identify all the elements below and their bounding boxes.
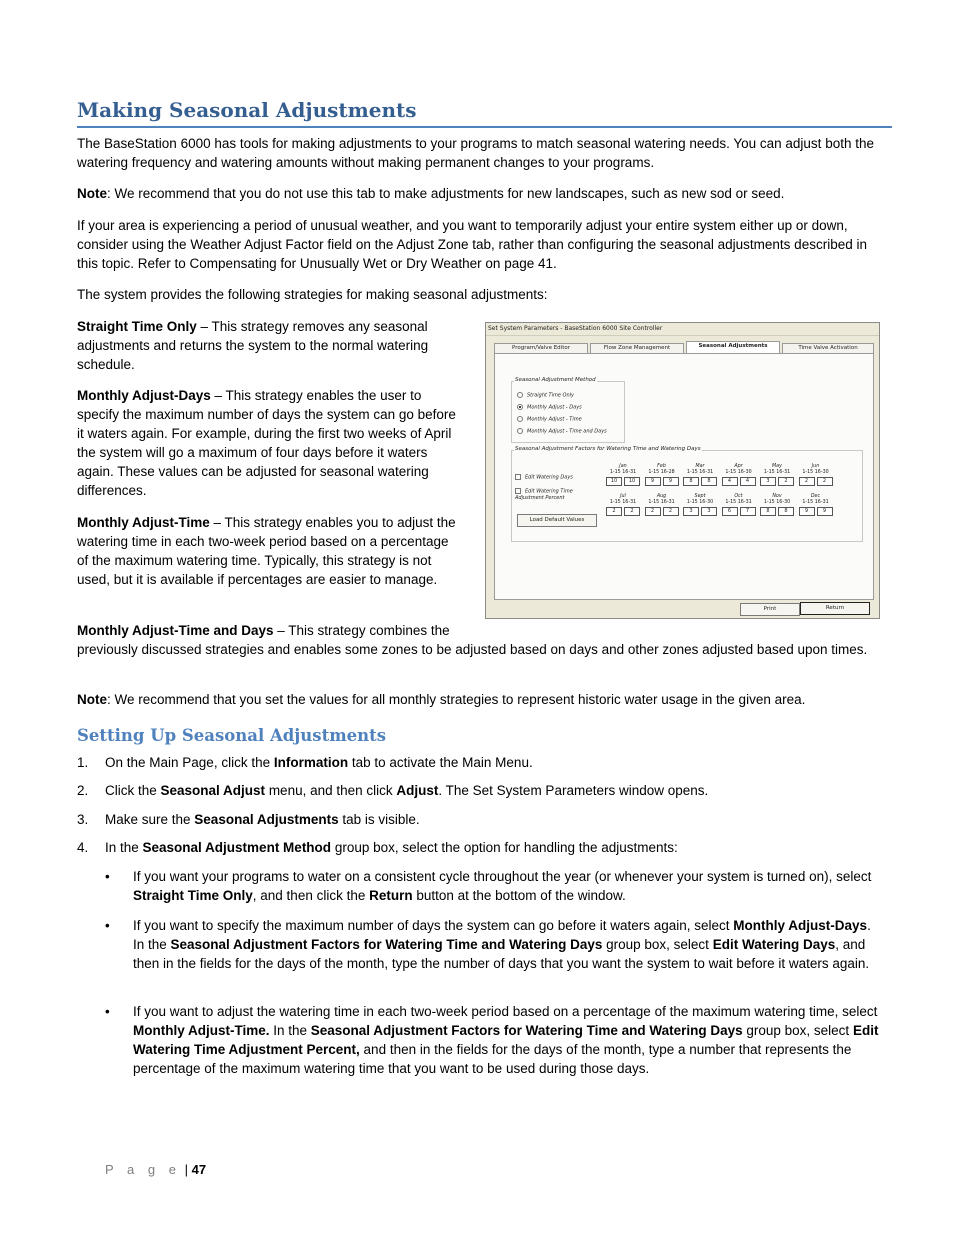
bullet-text: If you want your programs to water on a consistent cycle throughout the year (or whenever your system is turned on), select Straight Time Only, and then click the Return button at the bottom of the window. [133, 869, 872, 903]
month-name: Feb [657, 464, 666, 469]
step-text: In the Seasonal Adjustment Method group box, select the option for handling the adjustments: [105, 840, 678, 855]
strategy-desc: – This strategy combines the [273, 623, 450, 638]
checkbox-icon [515, 488, 521, 494]
settings-window-screenshot [485, 322, 880, 619]
radio-adjust-time[interactable]: Monthly Adjust - Time [517, 416, 582, 424]
edit-watering-time-checkbox[interactable]: Edit Watering Time Adjustment Percent [515, 488, 573, 501]
return-button[interactable]: Return [800, 602, 870, 615]
month-ranges: 1-15 16-31 [763, 470, 791, 475]
factor-input[interactable]: 2 [624, 507, 640, 516]
tab-program-valve-editor[interactable]: Program/Valve Editor [494, 343, 588, 353]
page-title: Making Seasonal Adjustments [77, 97, 892, 128]
month-factor-6 [605, 494, 641, 516]
tab-time-valve-activation[interactable]: Time Valve Activation [782, 343, 874, 353]
month-factor-0 [605, 464, 641, 486]
month-factor-1 [644, 464, 680, 486]
month-factor-4 [759, 464, 795, 486]
weather-paragraph: If your area is experiencing a period of unusual weather, and you want to temporarily adjust your entire system either up or down, consider using the Weather Adjust Factor field on the Adjust Zone tab, rather than configuring the seasonal adjustments described in this topic. Refer to Compensating for Unusually Wet or Dry Weather on page 41. [77, 218, 867, 271]
factor-input[interactable]: 9 [817, 507, 833, 516]
month-ranges: 1-15 16-28 [648, 470, 675, 475]
strategy-adjust-days [77, 386, 462, 500]
bullet-icon: • [105, 918, 110, 933]
radio-icon [517, 392, 523, 398]
strategy-name: Monthly Adjust-Time and Days [77, 623, 274, 638]
strategy-adjust-time [77, 513, 462, 589]
month-ranges: 1-15 16-31 [802, 500, 829, 505]
seasonal-panel [494, 353, 874, 600]
factor-input[interactable]: 2 [663, 507, 679, 516]
month-name: Sept [694, 494, 706, 499]
factor-input[interactable]: 8 [701, 477, 717, 486]
month-name: May [772, 464, 782, 469]
factor-input[interactable]: 9 [645, 477, 661, 486]
tab-bar [494, 341, 874, 353]
month-name: Jul [620, 494, 626, 499]
month-name: Jan [619, 464, 627, 469]
month-ranges: 1-15 16-30 [686, 500, 714, 505]
factor-input[interactable]: 9 [663, 477, 679, 486]
factor-input[interactable]: 6 [722, 507, 738, 516]
radio-icon [517, 428, 523, 434]
factor-input[interactable]: 2 [817, 477, 833, 486]
factor-input[interactable]: 9 [799, 507, 815, 516]
radio-straight-time[interactable]: Straight Time Only [517, 392, 574, 400]
radio-adjust-time-days[interactable]: Monthly Adjust - Time and Days [517, 428, 607, 436]
month-factor-7 [644, 494, 680, 516]
strategy-name: Monthly Adjust-Time [77, 515, 210, 530]
note-paragraph-2 [77, 690, 887, 709]
step-text: Click the Seasonal Adjust menu, and then click Adjust. The Set System Parameters window opens. [105, 783, 709, 798]
month-factor-3 [721, 464, 757, 486]
note-text: : We recommend that you set the values for all monthly strategies to represent historic water usage in the given area. [107, 692, 806, 707]
page-footer [105, 1160, 206, 1179]
factor-input[interactable]: 3 [683, 507, 699, 516]
note-label: Note [77, 186, 107, 201]
note-label: Note [77, 692, 107, 707]
page-label: P a g e [105, 1162, 181, 1177]
month-ranges: 1-15 16-31 [686, 470, 714, 475]
load-default-values-button[interactable]: Load Default Values [517, 514, 597, 527]
month-factor-2 [682, 464, 718, 486]
factor-input[interactable]: 3 [701, 507, 717, 516]
month-ranges: 1-15 16-30 [802, 470, 829, 475]
month-factor-11 [798, 494, 834, 516]
radio-icon [517, 416, 523, 422]
factor-input[interactable]: 2 [645, 507, 661, 516]
note-text: : We recommend that you do not use this tab to make adjustments for new landscapes, such as new sod or seed. [107, 186, 785, 201]
strategy-name: Straight Time Only [77, 319, 197, 334]
month-name: Dec [810, 494, 821, 499]
bullet-icon: • [105, 869, 110, 884]
strategy-desc: – This strategy enables you to adjust the watering time in each two-week period based on a percentage of the maximum watering time. Typically, this strategy is not used, but it is available if percentages are easier to manage. [77, 515, 456, 587]
page-number: 47 [191, 1162, 207, 1177]
factor-input[interactable]: 2 [799, 477, 815, 486]
bullet-text: If you want to specify the maximum number of days the system can go before it waters again, select Monthly Adjust-Days. In the Seasonal Adjustment Factors for Watering Time and Watering Days group box, select Edit Watering Days, and then in the fields for the days of the month, type the number of days that you want the system to wait before it waters again. [133, 918, 871, 971]
strategy-continuation: previously discussed strategies and enables some zones to be adjusted based on days and other zones adjusted based upon times. [77, 642, 868, 657]
factor-input[interactable]: 10 [606, 477, 622, 486]
month-ranges: 1-15 16-31 [609, 500, 637, 505]
factor-input[interactable]: 8 [760, 507, 776, 516]
note-paragraph [77, 184, 887, 203]
month-factor-8 [682, 494, 718, 516]
strategies-intro: The system provides the following strategies for making seasonal adjustments: [77, 287, 548, 302]
step-text: On the Main Page, click the Information tab to activate the Main Menu. [105, 755, 533, 770]
factor-input[interactable]: 8 [778, 507, 794, 516]
strategy-name: Monthly Adjust-Days [77, 388, 211, 403]
strategy-desc: – This strategy enables the user to specify the maximum number of days the system can go before it waters again. For example, during the first two weeks of April the system will go a maximum of four days before it waters again. These values can be adjusted for seasonal watering differences. [77, 388, 456, 498]
step-number: 3. [77, 812, 89, 827]
section-heading: Setting Up Seasonal Adjustments [77, 726, 387, 745]
factor-input[interactable]: 7 [740, 507, 756, 516]
factor-input[interactable]: 3 [760, 477, 776, 486]
month-name: Aug [656, 494, 667, 499]
month-name: Oct [734, 494, 743, 499]
radio-adjust-days[interactable]: Monthly Adjust - Days [517, 404, 582, 412]
print-button[interactable]: Print [740, 603, 800, 616]
factors-group-title: Seasonal Adjustment Factors for Watering Time and Watering Days [515, 446, 701, 452]
tab-flow-zone-management[interactable]: Flow Zone Management [590, 343, 684, 353]
step-number: 2. [77, 783, 89, 798]
radio-selected-icon [517, 404, 523, 410]
factor-input[interactable]: 4 [722, 477, 738, 486]
month-ranges: 1-15 16-30 [763, 500, 791, 505]
strategy-adjust-time-days [77, 621, 462, 640]
step-number: 1. [77, 755, 89, 770]
factor-input[interactable]: 2 [606, 507, 622, 516]
month-factor-9 [721, 494, 757, 516]
strategy-straight-time [77, 317, 462, 374]
strategy-desc: – This strategy removes any seasonal adjustments and returns the system to the normal watering schedule. [77, 319, 429, 372]
bullet-icon: • [105, 1004, 110, 1019]
footer-separator: | [184, 1162, 188, 1177]
factor-input[interactable]: 8 [683, 477, 699, 486]
tab-seasonal-adjustments[interactable]: Seasonal Adjustments [686, 341, 780, 353]
month-factor-5 [798, 464, 834, 486]
factor-input[interactable]: 10 [624, 477, 640, 486]
month-name: Mar [695, 464, 705, 469]
factor-input[interactable]: 4 [740, 477, 756, 486]
month-name: Jun [811, 464, 820, 469]
bullet-text: If you want to adjust the watering time in each two-week period based on a percentage of the maximum watering time, select Monthly Adjust-Time. In the Seasonal Adjustment Factors for Watering Time and Watering Days group box, select Edit Watering Time Adjustment Percent, and then in the fields for the days of the month, type a number that represents the percentage of the maximum watering time that you want to be used during those days. [133, 1004, 879, 1076]
month-ranges: 1-15 16-31 [648, 500, 675, 505]
method-group-title: Seasonal Adjustment Method [515, 377, 596, 383]
intro-paragraph: The BaseStation 6000 has tools for making adjustments to your programs to match seasonal watering needs. You can adjust both the watering frequency and watering amounts without making permanent changes to your programs. [77, 136, 874, 170]
edit-watering-days-checkbox[interactable]: Edit Watering Days [515, 474, 573, 481]
step-text: Make sure the Seasonal Adjustments tab is visible. [105, 812, 420, 827]
step-number: 4. [77, 840, 89, 855]
checkbox-icon [515, 474, 521, 480]
month-factor-10 [759, 494, 795, 516]
month-ranges: 1-15 16-31 [725, 500, 752, 505]
window-title: Set System Parameters - BaseStation 6000 Site Controller [486, 323, 879, 336]
month-ranges: 1-15 16-30 [725, 470, 752, 475]
month-ranges: 1-15 16-31 [609, 470, 637, 475]
month-name: Nov [772, 494, 782, 499]
factor-input[interactable]: 2 [778, 477, 794, 486]
month-name: Apr [734, 464, 743, 469]
